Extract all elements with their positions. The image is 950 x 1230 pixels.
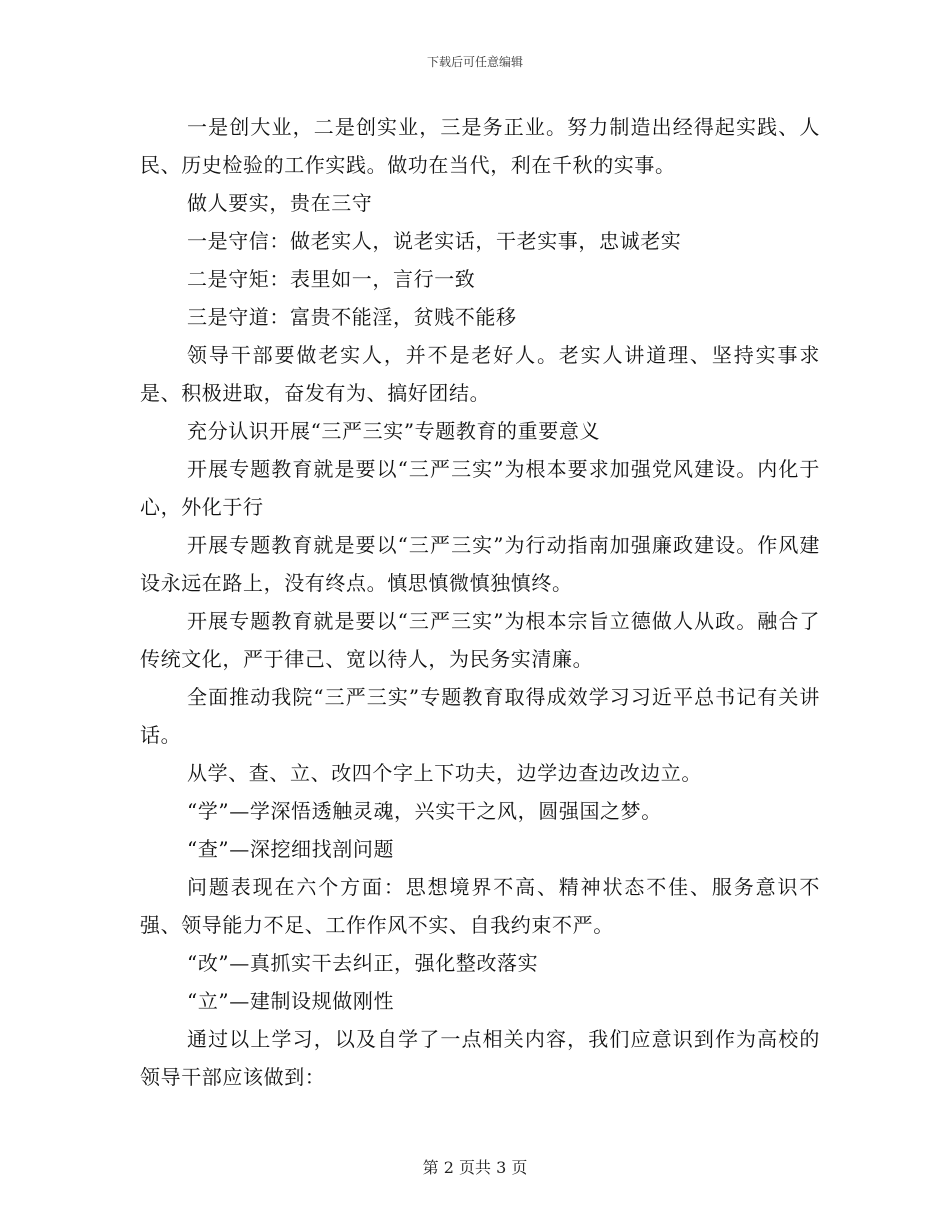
paragraph: “查”—深挖细找剖问题 [187, 837, 395, 861]
paragraph: 三是守道：富贵不能淫，贫贱不能移 [187, 305, 517, 329]
paragraph: 开展专题教育就是要以“三严三实”为根本要求加强党风建设。内化于心，外化于行 [140, 457, 820, 519]
paragraph: 开展专题教育就是要以“三严三实”为根本宗旨立德做人从政。融合了传统文化，严于律己、宽以待人，为民务实清廉。 [140, 609, 820, 671]
paragraph: 从学、查、立、改四个字上下功夫，边学边查边改边立。 [187, 761, 702, 785]
paragraph: 全面推动我院“三严三实”专题教育取得成效学习习近平总书记有关讲话。 [140, 685, 820, 747]
paragraph: 一是创大业，二是创实业，三是务正业。努力制造出经得起实践、人民、历史检验的工作实践。做功在当代，利在千秋的实事。 [140, 115, 820, 177]
document-body [140, 108, 820, 1096]
paragraph: 一是守信：做老实人，说老实话，干老实事，忠诚老实 [187, 229, 682, 253]
paragraph: “改”—真抓实干去纠正，强化整改落实 [187, 951, 539, 975]
page-header: 下载后可任意编辑 [426, 55, 523, 69]
paragraph: 做人要实，贵在三守 [187, 191, 373, 215]
paragraph: 问题表现在六个方面：思想境界不高、精神状态不佳、服务意识不强、领导能力不足、工作作风不实、自我约束不严。 [140, 875, 820, 937]
paragraph: 二是守矩：表里如一，言行一致 [187, 267, 476, 291]
paragraph: 开展专题教育就是要以“三严三实”为行动指南加强廉政建设。作风建设永远在路上，没有终点。慎思慎微慎独慎终。 [140, 533, 820, 595]
paragraph: “学”—学深悟透触灵魂，兴实干之风，圆强国之梦。 [187, 799, 662, 823]
paragraph: 充分认识开展“三严三实”专题教育的重要意义 [187, 419, 601, 443]
paragraph: 通过以上学习，以及自学了一点相关内容，我们应意识到作为高校的领导干部应该做到： [140, 1027, 820, 1089]
paragraph: 领导干部要做老实人，并不是老好人。老实人讲道理、坚持实事求是、积极进取，奋发有为、搞好团结。 [140, 343, 820, 405]
page-number: 第 2 页共 3 页 [422, 1158, 528, 1177]
paragraph: “立”—建制设规做刚性 [187, 989, 395, 1013]
